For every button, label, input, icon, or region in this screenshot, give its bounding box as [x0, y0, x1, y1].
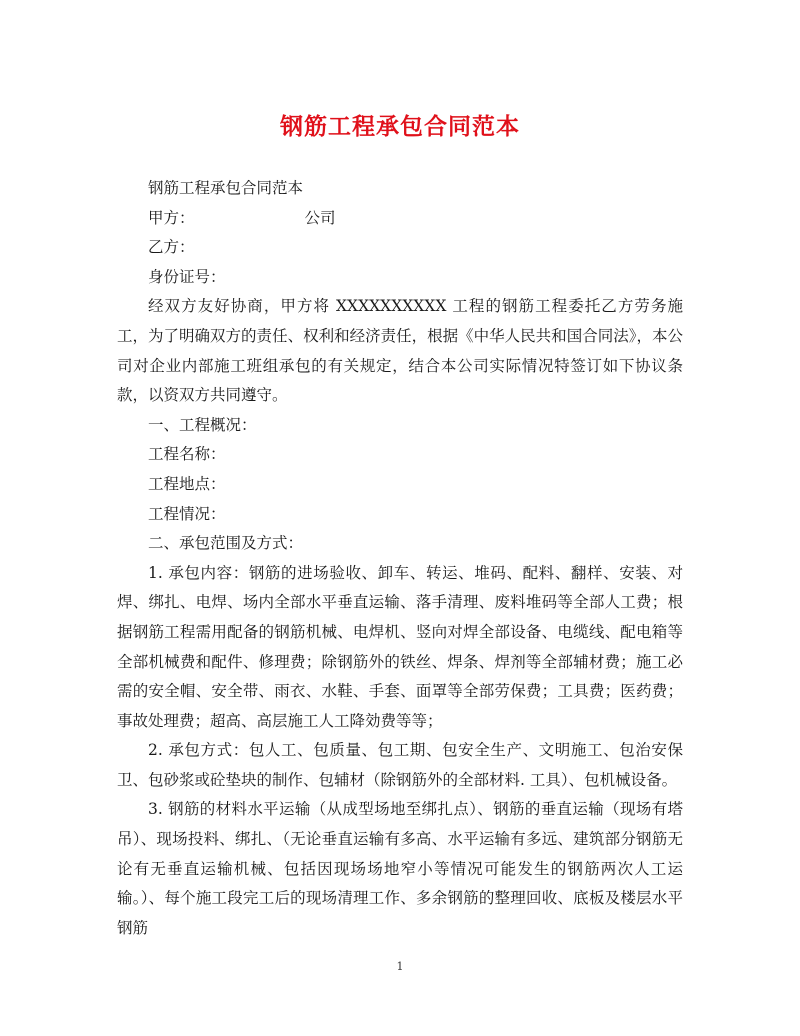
document-body	[117, 174, 683, 943]
project-status-line: 工程情况：	[148, 504, 226, 523]
subtitle-line: 钢筋工程承包合同范本	[148, 179, 304, 197]
intro-paragraph: 经双方友好协商，甲方将 XXXXXXXXXX 工程的钢筋工程委托乙方劳务施工，为了明确双方的责任、权利和经济责任，根据《中华人民共和国合同法》，本公司对企业内部施工班组承包的有关规定，结合本公司实际情况特签订如下协议条款，以资双方共同遵守。	[117, 297, 683, 405]
page-number: 1	[396, 960, 404, 973]
item-2-paragraph: 2. 承包方式：包人工、包质量、包工期、包安全生产、文明施工、包治安保卫、包砂浆或砼垫块的制作、包辅材（除钢筋外的全部材料. 工具）、包机械设备。	[117, 741, 683, 789]
project-location-line: 工程地点：	[148, 474, 226, 493]
section-1-heading: 一、工程概况：	[148, 415, 257, 434]
id-number-line: 身份证号：	[148, 267, 226, 286]
party-b-line: 乙方：	[148, 238, 195, 257]
project-name-line: 工程名称：	[148, 445, 226, 464]
party-a-label: 甲方：	[148, 208, 195, 227]
item-3-paragraph: 3. 钢筋的材料水平运输（从成型场地至绑扎点）、钢筋的垂直运输（现场有塔吊）、现场投料、绑扎、（无论垂直运输有多高、水平运输有多远、建筑部分钢筋无论有无垂直运输机械、包括因现场场地窄小等情况可能发生的钢筋两次人工运输。）、每个施工段完工后的现场清理工作、多余钢筋的整理回收、底板及楼层水平钢筋	[117, 800, 683, 937]
section-2-heading: 二、承包范围及方式：	[148, 534, 304, 553]
document-title: 钢筋工程承包合同范本	[280, 113, 520, 140]
item-1-paragraph: 1. 承包内容：钢筋的进场验收、卸车、转运、堆码、配料、翻样、安装、对焊、绑扎、电焊、场内全部水平垂直运输、落手清理、废料堆码等全部人工费；根据钢筋工程需用配备的钢筋机械、电焊机、竖向对焊全部设备、电缆线、配电箱等全部机械费和配件、修理费；除钢筋外的铁丝、焊条、焊剂等全部辅材费；施工必需的安全帽、安全带、雨衣、水鞋、手套、面罩等全部劳保费；工具费；医药费；事故处理费；超高、高层施工人工降効费等等；	[117, 563, 683, 730]
party-a-line	[117, 204, 683, 234]
party-a-value: 公司	[304, 208, 336, 227]
